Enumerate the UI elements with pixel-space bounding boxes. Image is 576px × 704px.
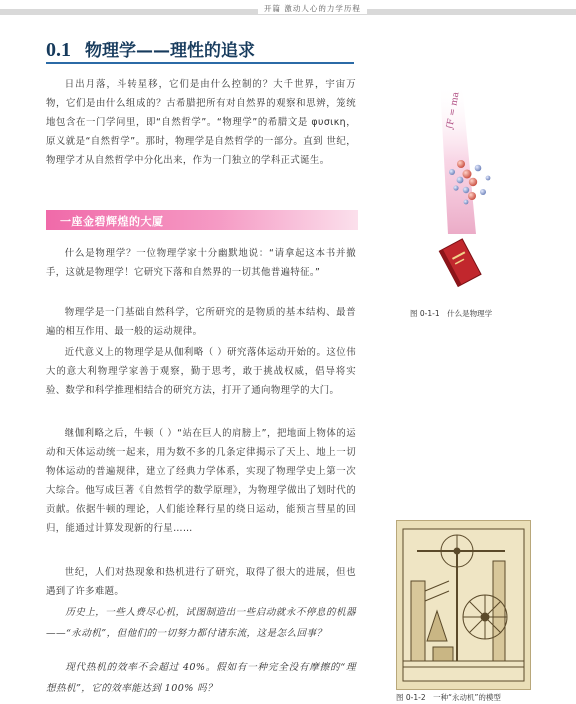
paragraph-thermal: 世纪，人们对热现象和热机进行了研究，取得了很大的进展，但也遇到了许多难题。 xyxy=(46,567,356,597)
running-title: 开篇 激动人心的力学历程 xyxy=(258,3,367,14)
falling-book-illustration xyxy=(404,84,524,298)
section-title xyxy=(46,36,255,62)
section-number: 0.1 xyxy=(46,39,71,61)
figure-perpetual-motion-machine xyxy=(396,520,531,690)
paragraph-intro: 日出月落，斗转星移，它们是由什么控制的？大千世界，宇宙万物，它们是由什么组成的？古希腊把所有对自然界的观察和思辨，笼统地包含在一门学问里，即“自然哲学”。“物理学”的希腊文是 φυσικη，原义就是“自然哲学”。那时，物理学是自然哲学的一部分。直到 世纪，物理学才从自然哲学中分化出来，作为一门独立的学科正式诞生。 xyxy=(46,79,356,166)
paragraph-heat-engine: 现代热机的效率不会超过 40%。假如有一种完全没有摩擦的“理想热机”，它的效率能达到 100% 吗？ xyxy=(46,662,356,694)
figure-2-caption: 图 0-1-2 一种“永动机”的模型 xyxy=(396,693,501,702)
svg-text:∫F = ma: ∫F = ma xyxy=(445,91,462,131)
paragraph-definition: 物理学是一门基础自然科学，它所研究的是物质的基本结构、最普遍的相互作用、最一般的运动规律。 xyxy=(46,307,356,337)
perpetual-motion-illustration xyxy=(397,521,530,689)
figure-1-caption: 图 0-1-1 什么是物理学 xyxy=(410,309,493,318)
paragraph-galileo: 近代意义上的物理学是从伽利略（ ）研究落体运动开始的。这位伟大的意大利物理学家善于观察，勤于思考，敢于挑战权威，倡导将实验、数学和科学推理相结合的研究方法，打开了通向物理学的大门。 xyxy=(46,347,356,396)
paragraph-perpetual-motion: 历史上，一些人费尽心机，试图制造出一些启动就永不停息的机器——“永动机”，但他们的一切努力都付诸东流，这是怎么回事？ xyxy=(46,607,356,639)
section-title-text: 物理学——理性的追求 xyxy=(85,41,255,61)
subsection-heading-bar xyxy=(46,210,358,230)
paragraph-what-is-physics: 什么是物理学？一位物理学家十分幽默地说：“请拿起这本书并撤手，这就是物理学！它研究下落和自然界的一切其他普遍特征。” xyxy=(46,248,356,278)
title-underline xyxy=(46,62,354,64)
subsection-heading: 一座金碧辉煌的大厦 xyxy=(60,215,164,228)
running-header xyxy=(0,0,576,20)
figure-falling-book xyxy=(404,84,524,298)
paragraph-newton: 继伽利略之后，牛顿（ ）“站在巨人的肩膀上”，把地面上物体的运动和天体运动统一起来，用为数不多的几条定律揭示了天上、地上一切物体运动的普遍规律，建立了经典力学体系，实现了物理学史上第一次大综合。他写成巨著《自然哲学的数学原理》，为物理学做出了划时代的贡献。依据牛顿的理论，人们能诠释行星的绕日运动，能预言彗星的回归，能通过计算发现新的行星…… xyxy=(46,428,356,534)
